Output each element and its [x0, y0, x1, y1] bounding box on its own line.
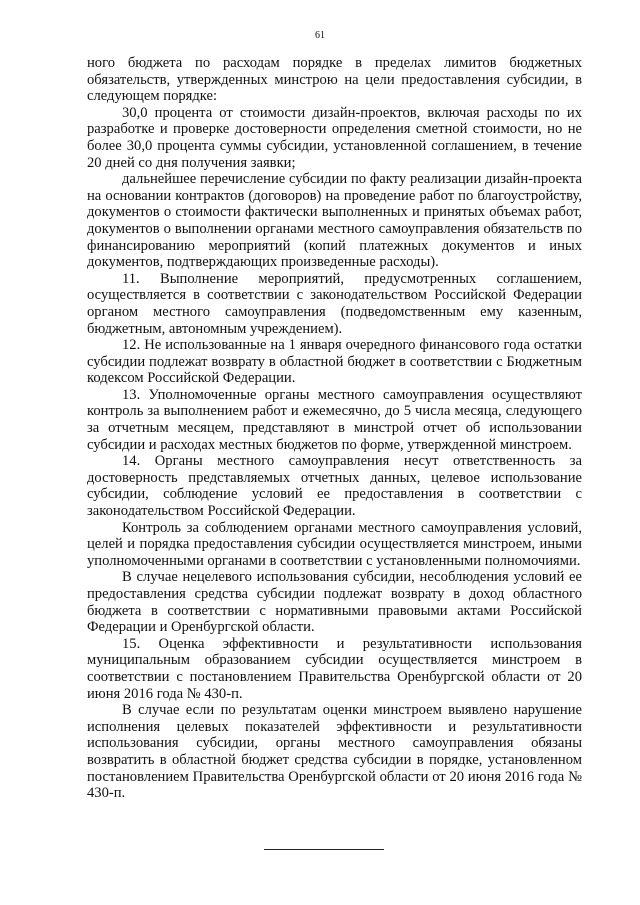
paragraph-continuation: ного бюджета по расходам порядке в пределах лимитов бюджетных обязательств, утвержденных минстрою на цели предоставления субсидии, в следующем порядке:	[87, 55, 582, 105]
paragraph-item-13: 13. Уполномоченные органы местного самоуправления осуществляют контроль за выполнением работ и ежемесячно, до 5 числа месяца, следующего за отчетным месяцем, представляют в минстрой отчет об использовании субсидии и расходах местных бюджетов по форме, утвержденной минстроем.	[87, 386, 582, 453]
paragraph-control: Контроль за соблюдением органами местного самоуправления условий, целей и порядка предоставления субсидии осуществляется минстроем, иными уполномоченными органами в соответствии с установленными полномочиями.	[87, 519, 582, 569]
paragraph-violation-return: В случае если по результатам оценки минстроем выявлено нарушение исполнения целевых показателей эффективности и результативности использования субсидии, органы местного самоуправления обязаны возвратить в областной бюджет средства субсидии в порядке, установленном постановлением Правительства Оренбургской области от 20 июня 2016 года № 430-п.	[87, 702, 582, 802]
paragraph-item-11: 11. Выполнение мероприятий, предусмотренных соглашением, осуществляется в соответствии с законодательством Российской Федерации органом местного самоуправления (подведомственным ему казенным, бюджетным, автономным учреждением).	[87, 270, 582, 337]
paragraph-item-12: 12. Не использованные на 1 января очередного финансового года остатки субсидии подлежат возврату в областной бюджет в соответствии с Бюджетным кодексом Российской Федерации.	[87, 337, 582, 387]
paragraph-misuse-return: В случае нецелевого использования субсидии, несоблюдения условий ее предоставления средства субсидии подлежат возврату в доход областного бюджета в соответствии с нормативными правовыми актами Российской Федерации и Оренбургской области.	[87, 569, 582, 636]
document-body	[87, 55, 582, 802]
paragraph-advance-payment: 30,0 процента от стоимости дизайн-проектов, включая расходы по их разработке и проверке достоверности определения сметной стоимости, но не более 30,0 процента суммы субсидии, установленной соглашением, в течение 20 дней со дня получения заявки;	[87, 104, 582, 171]
paragraph-item-15: 15. Оценка эффективности и результативности использования муниципальным образованием субсидии осуществляется минстроем в соответствии с постановлением Правительства Оренбургской области от 20 июня 2016 года № 430-п.	[87, 635, 582, 702]
paragraph-further-transfer: дальнейшее перечисление субсидии по факту реализации дизайн-проекта на основании контрактов (договоров) на проведение работ по благоустройству, документов о стоимости фактически выполненных и принятых объемах работ, документов о выполнении органами местного самоуправления обязательств по финансированию мероприятий (копий платежных документов и иных документов, подтверждающих произведенные расходы).	[87, 171, 582, 271]
page-number: 61	[315, 30, 325, 41]
paragraph-item-14: 14. Органы местного самоуправления несут ответственность за достоверность представляемых отчетных данных, целевое использование субсидии, соблюдение условий ее предоставления в соответствии с законодательством Российской Федерации.	[87, 453, 582, 520]
closing-rule	[264, 849, 384, 850]
